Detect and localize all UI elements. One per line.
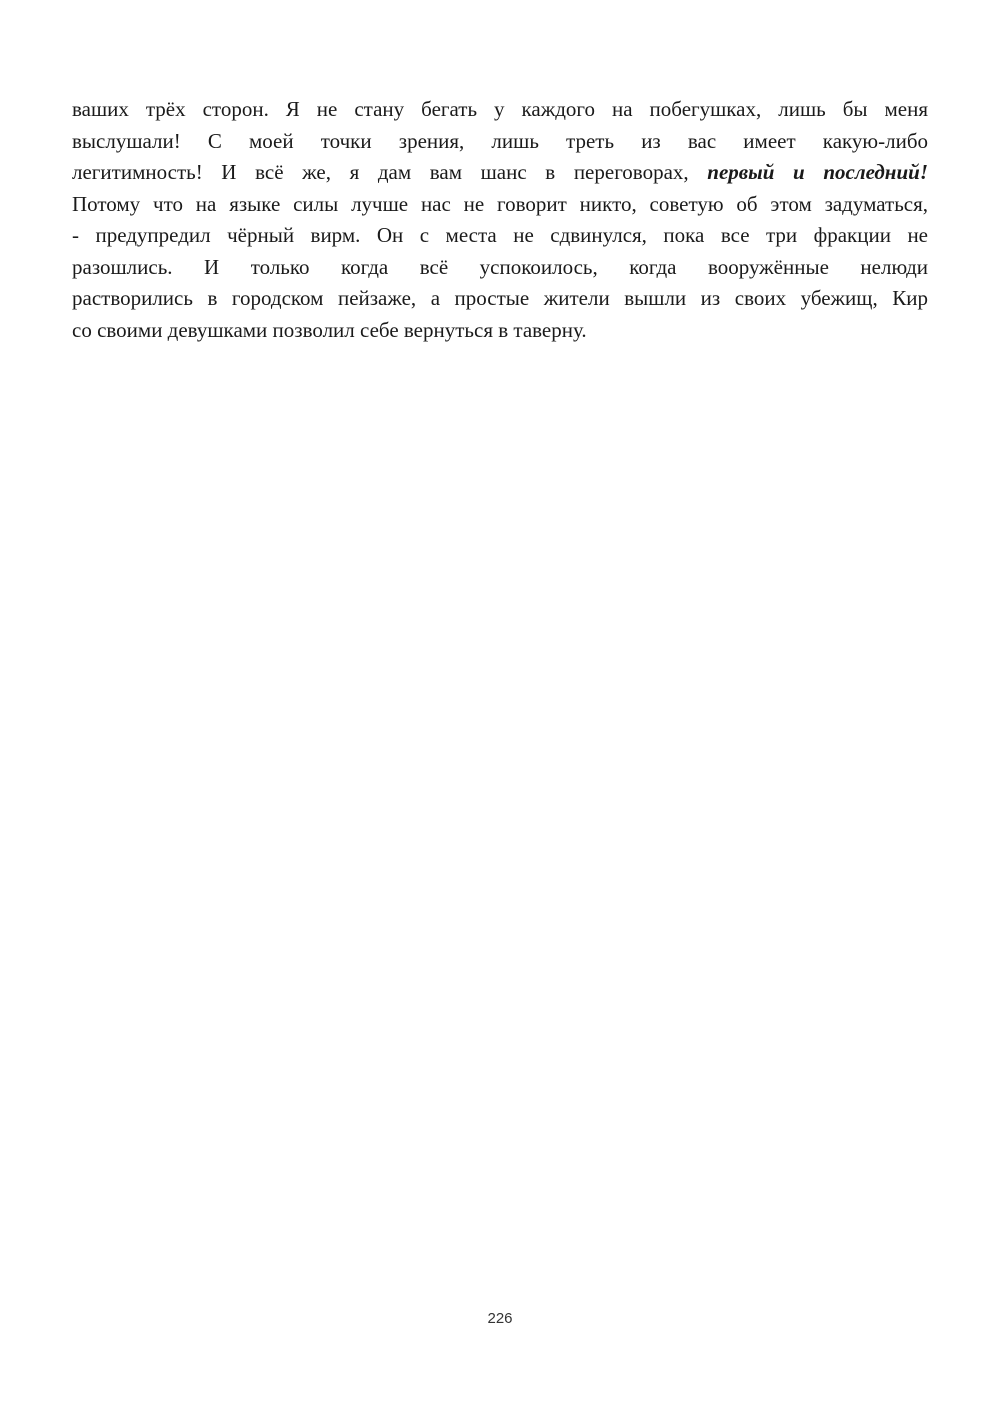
text-line <box>72 157 928 189</box>
text-line <box>72 189 928 221</box>
emphasized-text: первый и последний! <box>707 160 928 184</box>
text-run: легитимность! И всё же, я дам вам шанс в переговорах, <box>72 160 708 184</box>
text-line-content: со своими девушками позволил себе вернуться в таверну. <box>72 317 587 342</box>
text-line-content: - предупредил чёрный вирм. Он с места не сдвинулся, пока все три фракции не <box>72 223 928 247</box>
text-line <box>72 220 928 252</box>
text-line-content: выслушали! С моей точки зрения, лишь треть из вас имеет какую-либо <box>72 128 928 153</box>
text-line <box>72 126 928 158</box>
text-line <box>72 252 928 284</box>
text-line-content: ваших трёх сторон. Я не стану бегать у каждого на побегушках, лишь бы меня <box>72 97 928 121</box>
text-line <box>72 315 928 347</box>
text-line <box>72 94 928 126</box>
page-number: 226 <box>487 1310 513 1327</box>
text-line-content: растворились в городском пейзаже, а простые жители вышли из своих убежищ, Кир <box>72 286 928 310</box>
text-line-content: Потому что на языке силы лучше нас не говорит никто, советую об этом задуматься, <box>72 191 928 216</box>
text-line-content <box>72 157 928 189</box>
text-line <box>72 283 928 315</box>
body-paragraph <box>72 94 928 346</box>
text-line-content: разошлись. И только когда всё успокоилось, когда вооружённые нелюди <box>72 254 928 279</box>
